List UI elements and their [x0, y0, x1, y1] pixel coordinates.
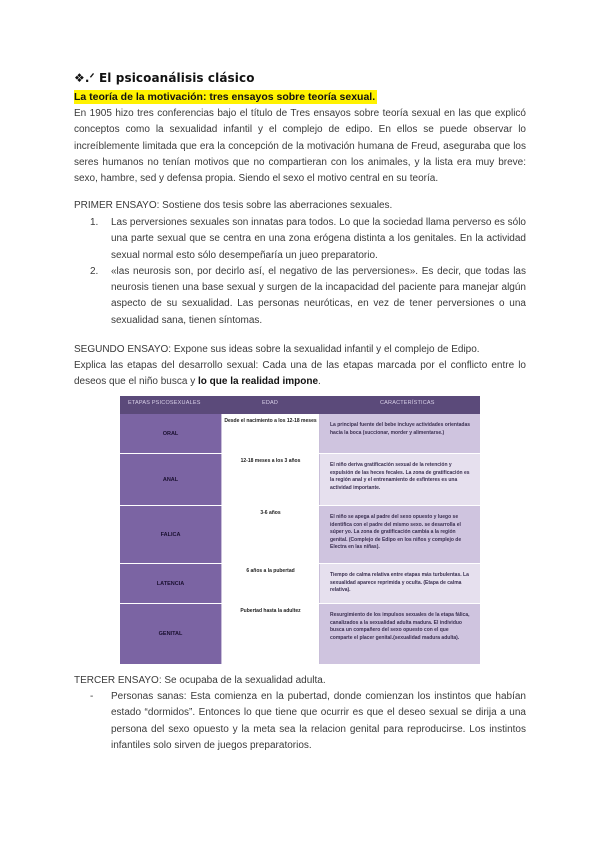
- tercer-ensayo-title: TERCER ENSAYO: Se ocupaba de la sexualidad adulta.: [74, 675, 326, 686]
- description-cell: El niño se apega al padre del sexo opuesto y luego se identifica con el padre del mismo sexo. se desarrolla el súper yo. La zona de gratificación cambia a la región genital. (Complejo de Edipo en los niños y complejo de Electra en las niñas).: [320, 506, 480, 564]
- list-number: 1.: [90, 217, 99, 228]
- primer-ensayo-title: PRIMER ENSAYO: Sostiene dos tesis sobre las aberraciones sexuales.: [74, 200, 393, 211]
- stage-cell: ORAL: [120, 414, 221, 454]
- intro-paragraph: [74, 106, 526, 187]
- table-row: [120, 604, 480, 664]
- age-cell: 12-18 meses a los 3 años: [221, 454, 320, 506]
- age-cell: Pubertad hasta la adultez: [221, 604, 320, 664]
- description-cell: El niño deriva gratificación sexual de la retención y expulsión de las heces fecales. La zona de gratificación es la región anal y el entrenamiento de esfínteres es una actividad importante.: [320, 454, 480, 506]
- description-cell: Tiempo de calma relativa entre etapas más turbulentas. La sexualidad aparece reprimida y oculta. (Etapa de calma relativa).: [320, 564, 480, 604]
- list-item-text: «las neurosis son, por decirlo así, el negativo de las perversiones». Es decir, que todas las neurosis tienen una base sexual y surgen de la incapacidad del paciente para manejar algún aspecto de su sexualidad. Las personas neuróticas, en vez de tener perversiones o una sexualidad sana, tienen síntomas.: [111, 265, 526, 326]
- header-age: EDAD: [262, 400, 279, 406]
- list-item: [74, 689, 526, 754]
- stage-cell: FALICA: [120, 506, 221, 564]
- tercer-ensayo-list: [74, 689, 526, 754]
- highlighted-subheading: La teoría de la motivación: tres ensayos sobre teoría sexual.: [74, 91, 376, 103]
- age-cell: 6 años a la pubertad: [221, 564, 320, 604]
- segundo-text: Explica las etapas del desarrollo sexual: Cada una de las etapas marcada por el conflicto entre lo deseos que el niño busca y: [74, 360, 526, 388]
- description-cell: La principal fuente del bebe incluye actividades orientadas hacia la boca (succionar, morder y alimentarse.): [320, 414, 480, 454]
- header-characteristics: CARACTERÍSTICAS: [380, 400, 435, 406]
- psychosexual-stages-table: [120, 396, 480, 666]
- list-bullet: -: [90, 691, 94, 702]
- intro-text: En 1905 hizo tres conferencias bajo el título de Tres ensayos sobre teoría sexual en las que explicó conceptos como la sexualidad infantil y el complejo de edipo. En ellos se puede observar lo increíblemente limitada que era la concepción de la motivación humana de Freud, aseguraba que los seres humanos no tenían motivos que no compartieran con los animales, y la lista era muy breve: sexo, hambre, sed y defensa propia. Siendo el sexo el motivo central en su teoría.: [74, 108, 526, 185]
- list-item: [74, 215, 526, 264]
- table-header: [120, 396, 480, 414]
- header-stage: ETAPAS PSICOSEXUALES: [128, 400, 201, 406]
- list-item: [74, 264, 526, 329]
- age-cell: 3-6 años: [221, 506, 320, 564]
- stage-cell: GENITAL: [120, 604, 221, 664]
- segundo-end: .: [318, 376, 321, 388]
- section-heading: ❖.ᐟ El psicoanálisis clásico: [74, 71, 255, 85]
- segundo-ensayo-paragraph: [74, 358, 526, 391]
- stage-cell: LATENCIA: [120, 564, 221, 604]
- description-cell: Resurgimiento de los impulsos sexuales de la etapa fálica, canalizados a la sexualidad adulta madura. El individuo busca un compañero del sexo opuesto con el que comparte el placer genital.(sexualidad madura adulta).: [320, 604, 480, 664]
- stage-cell: ANAL: [120, 454, 221, 506]
- table-row: [120, 506, 480, 564]
- table-row: [120, 414, 480, 454]
- primer-ensayo-list: [74, 215, 526, 329]
- segundo-bold-text: lo que la realidad impone: [197, 376, 319, 388]
- list-number: 2.: [90, 265, 99, 277]
- segundo-ensayo-title: SEGUNDO ENSAYO: Expone sus ideas sobre la sexualidad infantil y el complejo de Edipo.: [74, 344, 480, 355]
- age-cell: Desde el nacimiento a los 12-18 meses: [221, 414, 320, 454]
- table-row: [120, 454, 480, 506]
- list-item-text: Las perversiones sexuales son innatas para todos. Lo que la sociedad llama perverso es sólo una parte sexual que se centra en una zona erógena distinta a los genitales. En la actividad sexual normal esto sólo desempeñaría un jueo preparatorio.: [111, 217, 526, 261]
- table-row: [120, 564, 480, 604]
- list-item-text: Personas sanas: Esta comienza en la pubertad, donde comienzan los instintos que habían estado “dormidos”. Entonces lo que tiene que ocurrir es que el deseo sexual se dirija a una persona del sexo opuesto y la meta sea la relacion genital para reproducirse. Los instintos infantiles solo sirven de juegos preparatorios.: [111, 691, 526, 751]
